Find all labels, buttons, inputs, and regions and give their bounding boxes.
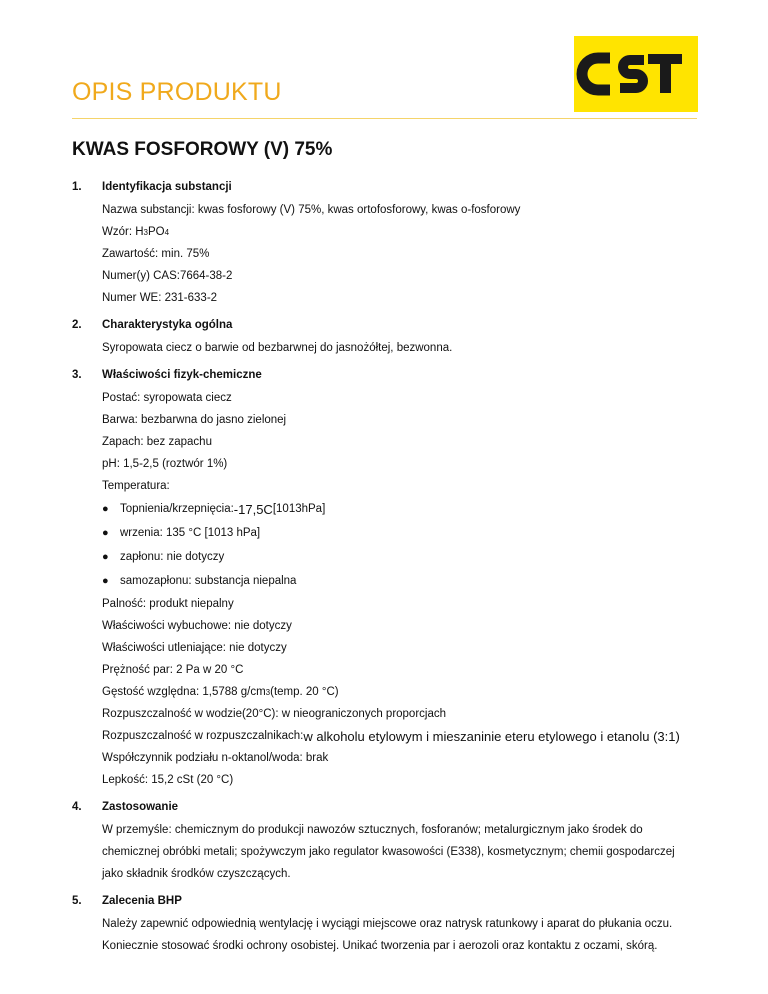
text-line: Barwa: bezbarwna do jasno zielonej xyxy=(102,414,287,426)
solvents-line xyxy=(102,725,712,747)
section-number: 4. xyxy=(72,801,82,813)
text-line: Rozpuszczalność w wodzie(20°C): w nieograniczonych proporcjach xyxy=(102,708,447,720)
list-item-text: zapłonu: nie dotyczy xyxy=(120,551,225,563)
paragraph-line: Należy zapewnić odpowiednią wentylację i wyciągi miejscowe oraz natrysk ratunkowy i aparat do płukania oczu. xyxy=(102,918,673,930)
header-divider xyxy=(72,118,697,119)
cst-logo xyxy=(574,36,698,112)
list-item-text: Topnienia/krzepnięcia: xyxy=(120,503,234,515)
list-item-value: -17,5C xyxy=(233,501,273,517)
text-line: Numer WE: 231-633-2 xyxy=(102,292,218,304)
section-number: 5. xyxy=(72,895,82,907)
section-number: 3. xyxy=(72,369,82,381)
section-heading xyxy=(72,889,712,913)
section-heading xyxy=(72,313,712,337)
list-item xyxy=(102,569,712,593)
paragraph-line: W przemyśle: chemicznym do produkcji nawozów sztucznych, fosforanów; metalurgicznym jako środek do xyxy=(102,824,643,836)
section-heading xyxy=(72,363,712,387)
text-line: Nazwa substancji: kwas fosforowy (V) 75%, kwas ortofosforowy, kwas o-fosforowy xyxy=(102,204,521,216)
list-item-unit: [1013hPa] xyxy=(272,503,326,515)
text-line: Zawartość: min. 75% xyxy=(102,248,210,260)
solvents-value: w alkoholu etylowym i mieszaninie eteru etylowego i etanolu (3:1) xyxy=(303,728,680,744)
text-line: Syropowata ciecz o barwie od bezbarwnej do jasnożółtej, bezwonna. xyxy=(102,342,453,354)
formula-label: Wzór: H xyxy=(102,226,144,238)
text-line: Właściwości utleniające: nie dotyczy xyxy=(102,642,287,654)
document-body xyxy=(72,175,712,957)
section-number: 2. xyxy=(72,319,82,331)
paragraph-line: jako składnik środków czyszczących. xyxy=(102,868,291,880)
list-item xyxy=(102,545,712,569)
list-item xyxy=(102,497,712,521)
section-number: 1. xyxy=(72,181,82,193)
solvents-label: Rozpuszczalność w rozpuszczalnikach: xyxy=(102,730,304,742)
density-superscript: 3 xyxy=(265,687,271,697)
document-title: KWAS FOSFOROWY (V) 75% xyxy=(72,139,333,160)
section-title: Identyfikacja substancji xyxy=(102,181,232,193)
section-title: Właściwości fizyk-chemiczne xyxy=(102,369,262,381)
bullet-icon: ● xyxy=(102,551,109,563)
bullet-icon: ● xyxy=(102,575,109,587)
formula-line xyxy=(102,221,712,243)
text-line: Prężność par: 2 Pa w 20 °C xyxy=(102,664,244,676)
formula-subscript: 4 xyxy=(164,227,170,237)
list-item-text: wrzenia: 135 °C [1013 hPa] xyxy=(120,527,261,539)
section-title: Zastosowanie xyxy=(102,801,179,813)
density-line xyxy=(102,681,712,703)
text-line: Zapach: bez zapachu xyxy=(102,436,212,448)
density-text: Gęstość względna: 1,5788 g/cm xyxy=(102,686,266,698)
paragraph-line: Koniecznie stosować środki ochrony osobistej. Unikać tworzenia par i aerozoli oraz kontaktu z oczami, skórą. xyxy=(102,940,658,952)
text-line: Palność: produkt niepalny xyxy=(102,598,234,610)
text-line: Numer(y) CAS:7664-38-2 xyxy=(102,270,233,282)
section-title: Charakterystyka ogólna xyxy=(102,319,233,331)
section-title: Zalecenia BHP xyxy=(102,895,182,907)
text-line: Postać: syropowata ciecz xyxy=(102,392,232,404)
bullet-icon: ● xyxy=(102,503,109,515)
formula-subscript: 3 xyxy=(143,227,148,237)
section-heading xyxy=(72,175,712,199)
list-item xyxy=(102,521,712,545)
density-temp: (temp. 20 °C) xyxy=(270,686,339,698)
document-type-heading: OPIS PRODUKTU xyxy=(72,78,282,106)
paragraph-line: chemicznej obróbki metali; spożywczym jako regulator kwasowości (E338), kosmetycznym; chemii gospodarczej xyxy=(102,846,675,858)
cst-logo-mark xyxy=(574,36,698,112)
bullet-icon: ● xyxy=(102,527,109,539)
text-line: Właściwości wybuchowe: nie dotyczy xyxy=(102,620,292,632)
text-line: pH: 1,5-2,5 (roztwór 1%) xyxy=(102,458,228,470)
text-line: Współczynnik podziału n-oktanol/woda: brak xyxy=(102,752,329,764)
list-item-text: samozapłonu: substancja niepalna xyxy=(120,575,297,587)
formula-part: PO xyxy=(147,226,165,238)
text-line: Lepkość: 15,2 cSt (20 °C) xyxy=(102,774,234,786)
text-line: Temperatura: xyxy=(102,480,170,492)
section-heading xyxy=(72,795,712,819)
